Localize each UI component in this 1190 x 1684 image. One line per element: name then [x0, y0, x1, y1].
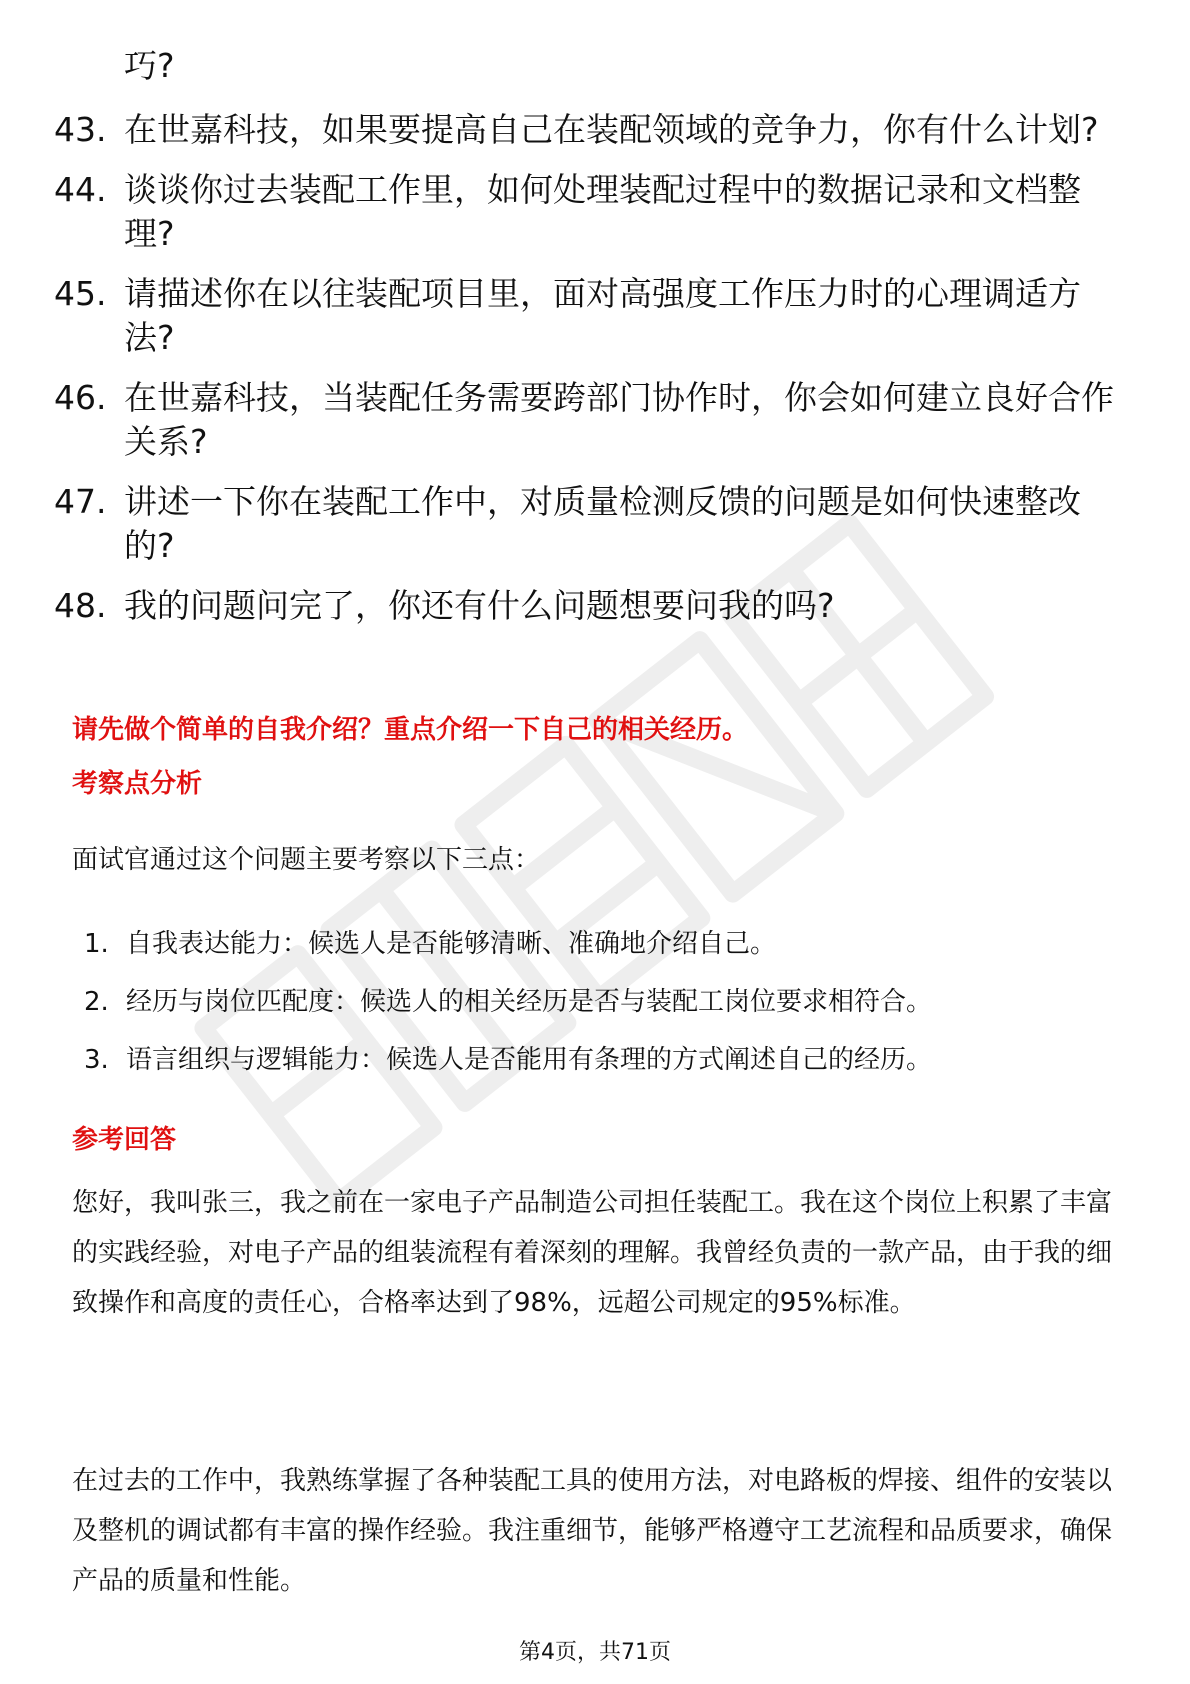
question-item	[54, 108, 1114, 152]
analysis-heading: 考察点分析	[72, 769, 203, 799]
analysis-points	[84, 926, 1124, 1100]
question-item	[54, 584, 1114, 628]
question-item	[54, 480, 1114, 568]
question-number: 43.	[54, 110, 107, 149]
page-footer: 第4页，共71页	[519, 1640, 671, 1665]
question-text: 在世嘉科技，当装配任务需要跨部门协作时，你会如何建立良好合作关系?	[124, 378, 1114, 461]
question-item	[54, 168, 1114, 256]
answer-paragraph: 您好，我叫张三，我之前在一家电子产品制造公司担任装配工。我在这个岗位上积累了丰富的实践经验，对电子产品的组装流程有着深刻的理解。我曾经负责的一款产品，由于我的细致操作和高度的责任心，合格率达到了98%，远超公司规定的95%标准。	[72, 1188, 1113, 1318]
analysis-point	[84, 1042, 1124, 1100]
analysis-point	[84, 984, 1124, 1042]
question-number: 47.	[54, 482, 107, 521]
point-text: 自我表达能力：候选人是否能够清晰、准确地介绍自己。	[126, 929, 777, 959]
answer-paragraph: 在过去的工作中，我熟练掌握了各种装配工具的使用方法，对电路板的焊接、组件的安装以及整机的调试都有丰富的操作经验。我注重细节，能够严格遵守工艺流程和品质要求，确保产品的质量和性能。	[72, 1466, 1113, 1596]
point-number: 1.	[84, 929, 109, 959]
section-question-heading: 请先做个简单的自我介绍？重点介绍一下自己的相关经历。	[72, 715, 749, 745]
point-number: 3.	[84, 1045, 109, 1075]
answer-heading: 参考回答	[72, 1125, 177, 1155]
question-number: 45.	[54, 274, 107, 313]
question-item	[54, 272, 1114, 360]
question-continuation: 巧?	[124, 46, 175, 85]
question-number: 46.	[54, 378, 107, 417]
point-text: 语言组织与逻辑能力：候选人是否能用有条理的方式阐述自己的经历。	[126, 1045, 933, 1075]
question-text: 我的问题问完了，你还有什么问题想要问我的吗?	[124, 586, 835, 625]
question-list	[54, 108, 1114, 628]
analysis-intro: 面试官通过这个问题主要考察以下三点：	[72, 845, 541, 875]
point-number: 2.	[84, 987, 109, 1017]
question-number: 44.	[54, 170, 107, 209]
question-text: 讲述一下你在装配工作中，对质量检测反馈的问题是如何快速整改的?	[124, 482, 1081, 565]
question-text: 在世嘉科技，如果要提高自己在装配领域的竞争力，你有什么计划?	[124, 110, 1099, 149]
analysis-point	[84, 926, 1124, 984]
point-text: 经历与岗位匹配度：候选人的相关经历是否与装配工岗位要求相符合。	[126, 987, 933, 1017]
question-number: 48.	[54, 586, 107, 625]
question-item	[54, 376, 1114, 464]
question-text: 谈谈你过去装配工作里，如何处理装配过程中的数据记录和文档整理?	[124, 170, 1081, 253]
question-text: 请描述你在以往装配项目里，面对高强度工作压力时的心理调适方法?	[124, 274, 1081, 357]
